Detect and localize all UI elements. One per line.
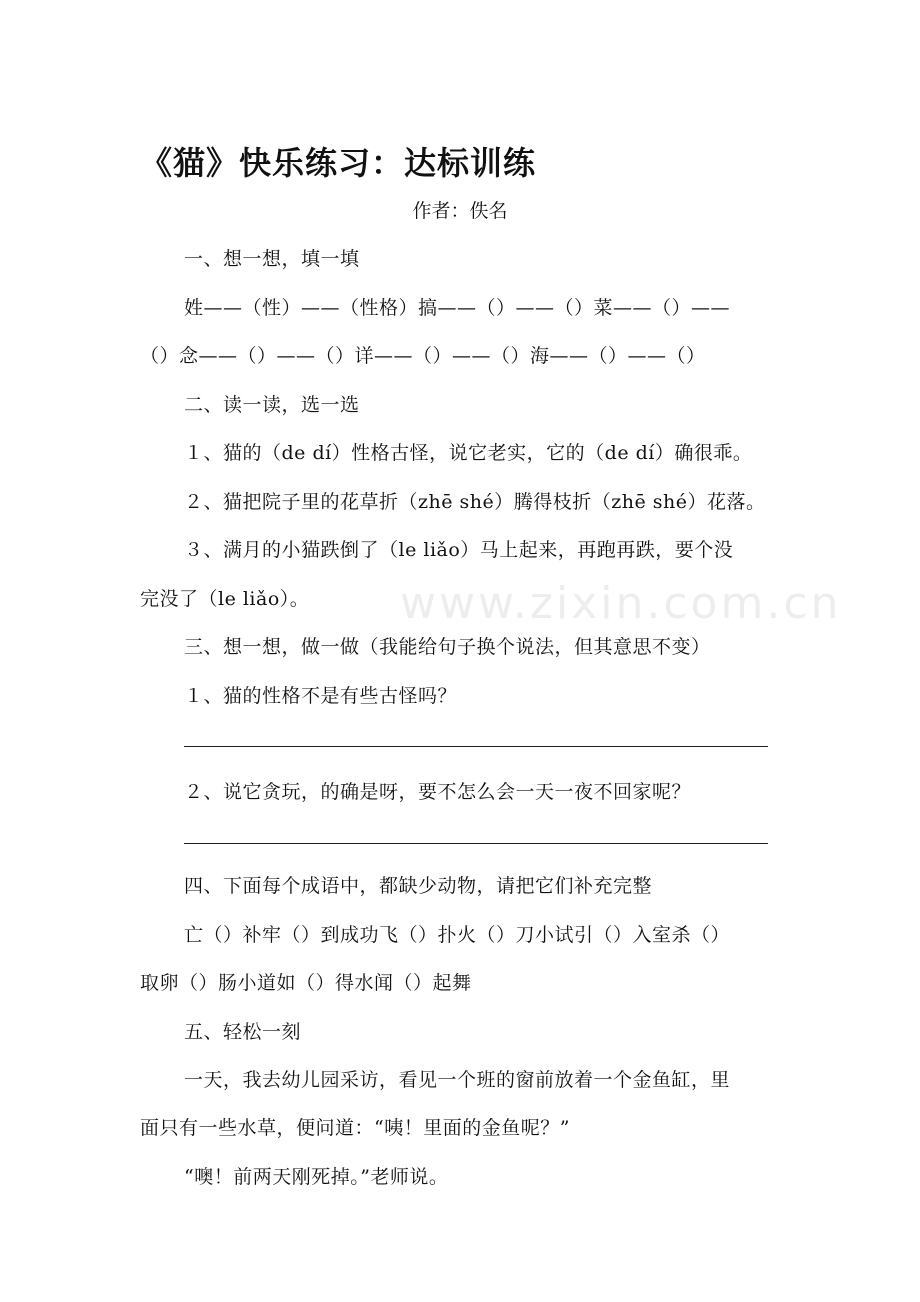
section-2-heading: 二、读一读，选一选: [184, 394, 360, 416]
section-2-question-3: ３、满月的小猫跌倒了（le liǎo）马上起来，再跑再跌，要个没: [184, 539, 734, 561]
section-5-paragraph-1: 一天，我去幼儿园采访，看见一个班的窗前放着一个金鱼缸，里: [184, 1069, 731, 1091]
section-1-heading: 一、想一想，填一填: [184, 248, 360, 270]
section-3-question-1: １、猫的性格不是有些古怪吗？: [184, 685, 458, 707]
section-2-question-3-cont: 完没了（le liǎo）。: [140, 588, 310, 610]
author-line: 作者：佚名: [412, 200, 508, 222]
section-4-heading: 四、下面每个成语中，都缺少动物，请把它们补充完整: [184, 875, 653, 897]
section-2-question-1: １、猫的（de dí）性格古怪，说它老实，它的（de dí）确很乖。: [184, 442, 753, 464]
section-1-line-1: 姓——（性）——（性格）搞——（）——（）菜——（）——: [184, 297, 731, 319]
section-5-heading: 五、轻松一刻: [184, 1021, 302, 1043]
answer-line-1: [184, 746, 768, 747]
watermark: www.zixin.com.cn: [400, 578, 842, 629]
answer-line-2: [184, 843, 768, 844]
section-3-heading: 三、想一想，做一做（我能给句子换个说法，但其意思不变）: [184, 636, 711, 658]
section-3-question-2: ２、说它贪玩，的确是呀，要不怎么会一天一夜不回家呢？: [184, 781, 692, 803]
section-1-line-2: （）念——（）——（）详——（）——（）海——（）——（）: [140, 345, 706, 367]
document-title: 《猫》快乐练习：达标训练: [140, 144, 537, 182]
section-5-paragraph-2: “噢！前两天刚死掉。”老师说。: [184, 1166, 449, 1188]
section-2-question-2: ２、猫把院子里的花草折（zhē shé）腾得枝折（zhē shé）花落。: [184, 491, 766, 513]
section-4-line-2: 取卵（）肠小道如（）得水闻（）起舞: [140, 972, 472, 994]
section-5-paragraph-1-cont: 面只有一些水草，便问道：“咦！里面的金鱼呢？”: [140, 1117, 570, 1139]
section-4-line-1: 亡（）补牢（）到成功飞（）扑火（）刀小试引（）入室杀（）: [184, 924, 731, 946]
